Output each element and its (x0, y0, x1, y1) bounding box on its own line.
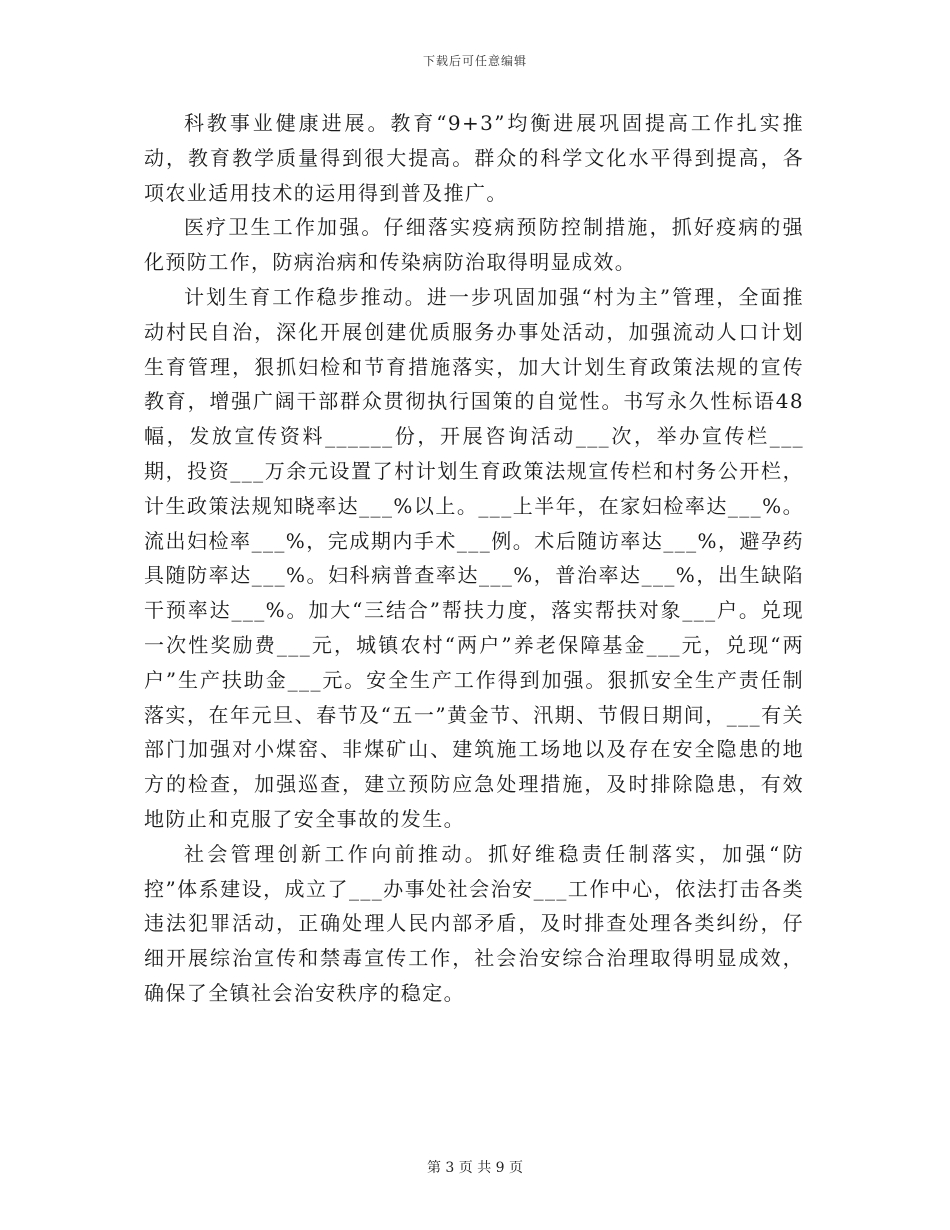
paragraph-science-education: 科教事业健康进展。教育“9+3”均衡进展巩固提高工作扎实推动，教育教学质量得到很大提高。群众的科学文化水平得到提高，各项农业适用技术的运用得到普及推广。 (144, 111, 804, 205)
paragraph-medical-health: 医疗卫生工作加强。仔细落实疫病预防控制措施，抓好疫病的强化预防工作，防病治病和传染病防治取得明显成效。 (144, 215, 804, 275)
document-body (144, 106, 804, 1011)
page-number: 第 3 页 共 9 页 (426, 1160, 524, 1176)
page-header-note: 下载后可任意编辑 (422, 54, 527, 68)
paragraph-social-management: 社会管理创新工作向前推动。抓好维稳责任制落实，加强“防控”体系建设，成立了___办事处社会治安___工作中心，依法打击各类违法犯罪活动，正确处理人民内部矛盾，及时排查处理各类纠纷，仔细开展综治宣传和禁毒宣传工作，社会治安综合治理取得明显成效，确保了全镇社会治安秩序的稳定。 (144, 841, 804, 1005)
paragraph-family-planning: 计划生育工作稳步推动。进一步巩固加强“村为主”管理，全面推动村民自治，深化开展创建优质服务办事处活动，加强流动人口计划生育管理，狠抓妇检和节育措施落实，加大计划生育政策法规的宣传教育，增强广阔干部群众贯彻执行国策的自觉性。书写永久性标语48幅，发放宣传资料______份，开展咨询活动___次，举办宣传栏___期，投资___万余元设置了村计划生育政策法规宣传栏和村务公开栏，计生政策法规知晓率达___%以上。___上半年，在家妇检率达___%。流出妇检率___%，完成期内手术___例。术后随访率达___%，避孕药具随防率达___%。妇科病普查率达___%，普治率达___%，出生缺陷干预率达___%。加大“三结合”帮扶力度，落实帮扶对象___户。兑现一次性奖励费___元，城镇农村“两户”养老保障基金___元，兑现“两户”生产扶助金___元。安全生产工作得到加强。狠抓安全生产责任制落实，在年元旦、春节及“五一”黄金节、汛期、节假日期间，___有关部门加强对小煤窑、非煤矿山、建筑施工场地以及存在安全隐患的地方的检查，加强巡查，建立预防应急处理措施，及时排除隐患，有效地防止和克服了安全事故的发生。 (144, 284, 804, 831)
